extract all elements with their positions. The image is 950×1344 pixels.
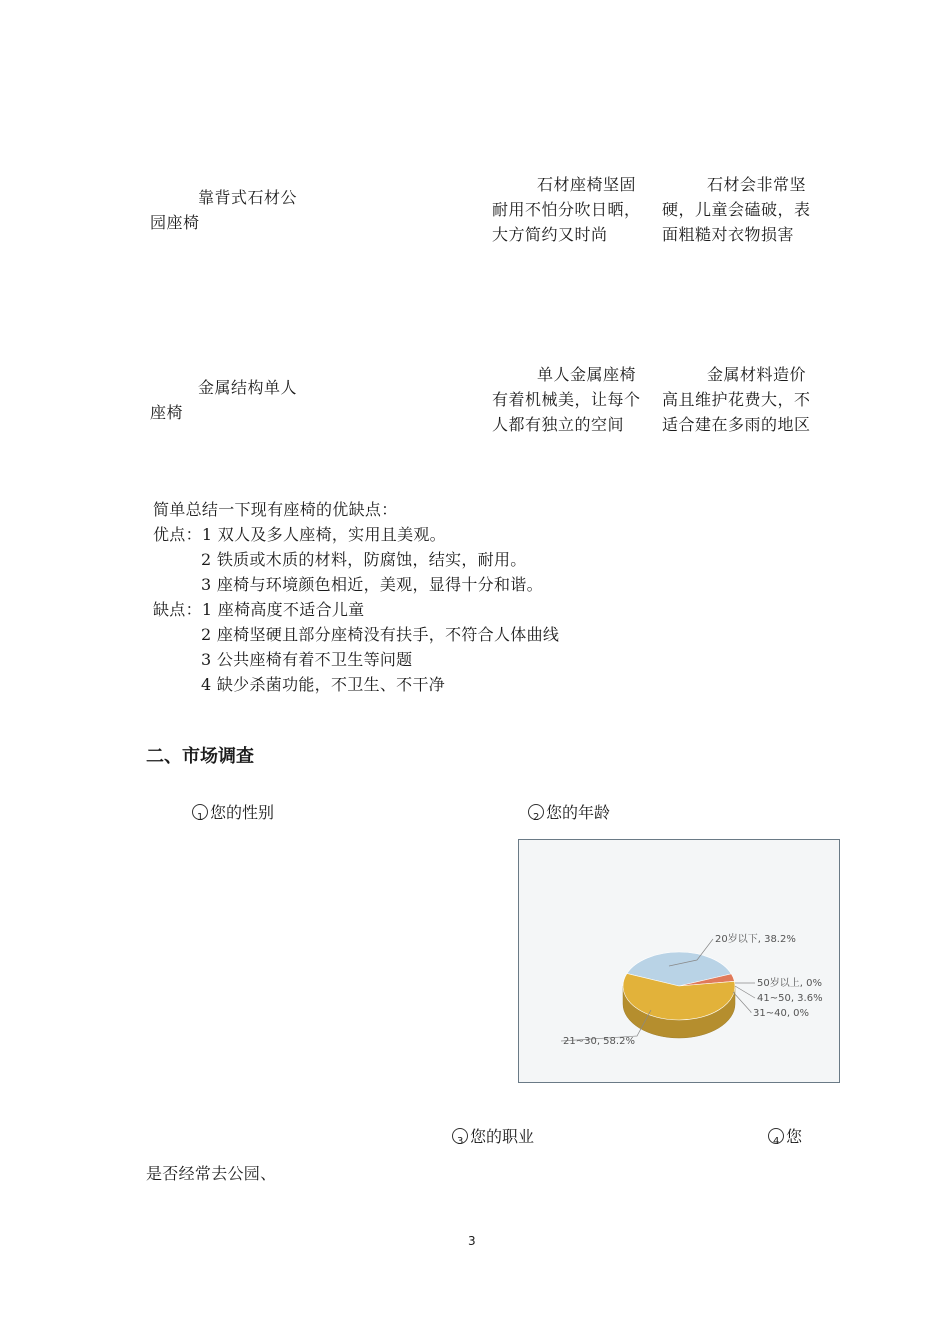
age-pie-chart — [518, 839, 840, 1083]
table-row-1-cons: 石材会非常坚 硬，儿童会磕破，表 面粗糙对衣物损害 — [662, 175, 811, 244]
question-4: 4 您 — [768, 1124, 802, 1147]
table-row-2-pros: 单人金属座椅 有着机械美，让每个 人都有独立的空间 — [492, 365, 641, 434]
table-row-2-name: 金属结构单人 座椅 — [150, 378, 298, 422]
question-2: 2 您的年龄 — [528, 800, 610, 823]
circled-number-icon: 2 — [528, 804, 544, 820]
pie-chart-svg — [519, 840, 839, 1082]
page-number: 3 — [468, 1234, 476, 1248]
leader-line — [735, 986, 755, 998]
table-row-1-name: 靠背式石材公 园座椅 — [150, 188, 298, 232]
circled-number-icon: 1 — [192, 804, 208, 820]
cons-item: 3 公共座椅有着不卫生等问题 — [201, 650, 413, 669]
circled-number-icon: 3 — [452, 1128, 468, 1144]
leader-line — [733, 992, 751, 1013]
cons-label: 缺点： — [153, 600, 202, 619]
data-label: 50岁以上, 0% — [757, 978, 822, 989]
section-heading: 二、市场调查 — [146, 746, 254, 767]
data-label: 41~50, 3.6% — [757, 993, 823, 1004]
pros-item: 2 铁质或木质的材料，防腐蚀，结实，耐用。 — [201, 550, 527, 569]
summary-intro: 简单总结一下现有座椅的优缺点： — [153, 500, 398, 519]
question-4-continuation: 是否经常去公园、 — [146, 1164, 277, 1183]
question-1: 1 您的性别 — [192, 800, 274, 823]
question-3: 3 您的职业 — [452, 1124, 534, 1147]
data-label: 31~40, 0% — [753, 1008, 810, 1019]
pros-label: 优点： — [153, 525, 202, 544]
summary-block — [153, 497, 559, 697]
data-label: 21~30, 58.2% — [563, 1036, 635, 1047]
pros-item: 3 座椅与环境颜色相近，美观，显得十分和谐。 — [201, 575, 543, 594]
cons-item: 4 缺少杀菌功能，不卫生、不干净 — [201, 675, 446, 694]
pros-item: 1 双人及多人座椅，实用且美观。 — [201, 525, 446, 544]
table-row-2-cons: 金属材料造价 高且维护花费大，不 适合建在多雨的地区 — [662, 365, 811, 434]
table-row-1-pros: 石材座椅坚固 耐用不怕分吹日晒， 大方简约又时尚 — [492, 175, 641, 244]
cons-item: 1 座椅高度不适合儿童 — [201, 600, 365, 619]
data-label: 20岁以下, 38.2% — [715, 934, 796, 945]
circled-number-icon: 4 — [768, 1128, 784, 1144]
cons-item: 2 座椅坚硬且部分座椅没有扶手，不符合人体曲线 — [201, 625, 560, 644]
